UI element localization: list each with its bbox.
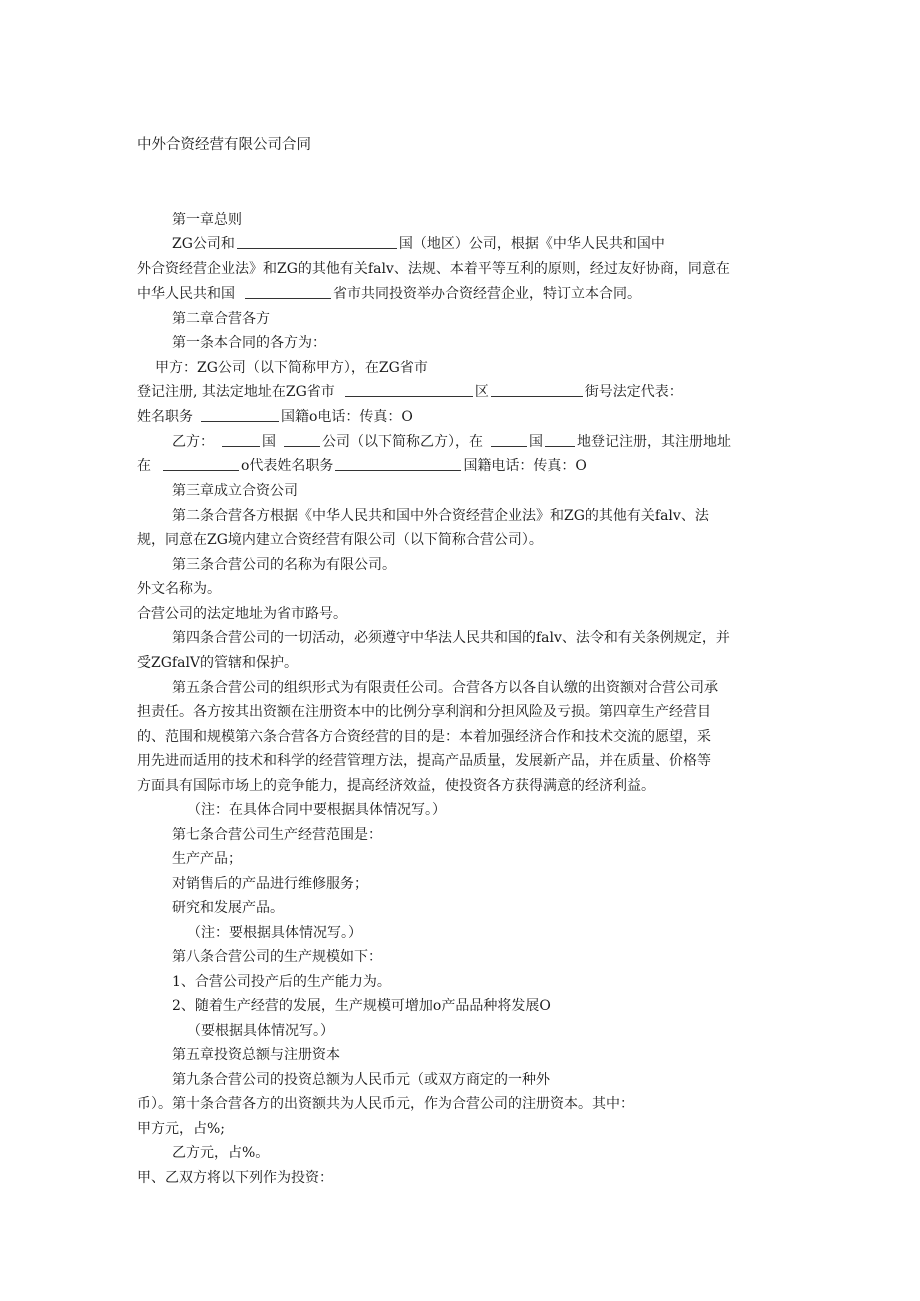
text-segment: 地登记注册，其注册地址 bbox=[577, 434, 731, 450]
paragraph-line bbox=[137, 282, 641, 306]
party-b-line bbox=[137, 454, 587, 478]
text-segment: 街号法定代表： bbox=[584, 384, 683, 400]
text-segment: 登记注册, 其法定地址在ZG省市 bbox=[137, 384, 335, 400]
chapter-5-heading: 第五章投资总额与注册资本 bbox=[172, 1047, 340, 1063]
chapter-1-heading: 第一章总则 bbox=[172, 212, 242, 228]
article-6: 的、范围和规模第六条合营各方合资经营的目的是：本着加强经济合作和技术交流的愿望，采 bbox=[137, 729, 711, 745]
text-segment: 国籍o电话：传真：O bbox=[281, 409, 413, 425]
fill-blank bbox=[491, 432, 527, 447]
text-segment: 国（地区）公司，根据《中华人民共和国中 bbox=[398, 236, 665, 252]
fill-blank bbox=[245, 284, 331, 299]
article-1: 第一条本合同的各方为： bbox=[172, 335, 326, 351]
party-a-line bbox=[137, 380, 683, 404]
party-a-line: 甲方：ZG公司（以下简称甲方），在ZG省市 bbox=[155, 360, 428, 376]
article-3: 第三条合营公司的名称为有限公司。 bbox=[172, 557, 396, 573]
article-6: 方面具有国际市场上的竞争能力，提高经济效益，使投资各方获得满意的经济利益。 bbox=[137, 778, 655, 794]
text-segment: 省市共同投资举办合资经营企业，特订立本合同。 bbox=[333, 286, 641, 302]
scale-item: 2、随着生产经营的发展，生产规模可增加o产品品种将发展O bbox=[172, 998, 551, 1014]
scope-item: 对销售后的产品进行维修服务； bbox=[172, 876, 368, 892]
scope-item: 研究和发展产品。 bbox=[172, 900, 284, 916]
article-8: 第八条合营公司的生产规模如下： bbox=[172, 949, 382, 965]
text-segment: o代表姓名职务 bbox=[241, 458, 334, 474]
paragraph-line: 外合资经营企业法》和ZG的其他有关falv、法规、本着平等互利的原则，经过友好协商，同意在 bbox=[137, 261, 730, 277]
article-4: 第四条合营公司的一切活动，必须遵守中华法人民共和国的falv、法令和有关条例规定，并 bbox=[172, 630, 730, 646]
fill-blank bbox=[222, 432, 260, 447]
fill-blank bbox=[545, 432, 575, 447]
party-b-line bbox=[172, 430, 731, 454]
text-segment: 区 bbox=[474, 384, 489, 400]
scale-item: 1、合营公司投产后的生产能力为。 bbox=[172, 974, 391, 990]
article-4: 受ZGfalV的管辖和保护。 bbox=[137, 655, 299, 671]
chapter-2-heading: 第二章合营各方 bbox=[172, 311, 270, 327]
note: （注：要根据具体情况写。） bbox=[187, 925, 362, 941]
text-segment: 公司（以下简称乙方），在 bbox=[322, 434, 483, 450]
text-segment: 在 bbox=[137, 458, 151, 474]
article-6: 用先进而适用的技术和科学的经营管理方法，提高产品质量，发展新产品，并在质量、价格等 bbox=[137, 753, 711, 769]
chapter-3-heading: 第三章成立合资公司 bbox=[172, 483, 298, 499]
fill-blank bbox=[163, 456, 239, 471]
investment-line: 甲、乙双方将以下列作为投资： bbox=[137, 1170, 333, 1186]
foreign-name-line: 外文名称为。 bbox=[137, 581, 221, 597]
document-title: 中外合资经营有限公司合同 bbox=[137, 137, 311, 153]
fill-blank bbox=[491, 382, 583, 397]
note: （要根据具体情况写。） bbox=[187, 1023, 334, 1039]
scope-item: 生产产品； bbox=[172, 851, 242, 867]
note: （注：在具体合同中要根据具体情况写。） bbox=[187, 802, 446, 818]
article-2: 第二条合营各方根据《中华人民共和国中外合资经营企业法》和ZG的其他有关falv、法 bbox=[172, 508, 709, 524]
paragraph-line bbox=[172, 232, 665, 256]
article-5: 第五条合营公司的组织形式为有限责任公司。合营各方以各自认缴的出资额对合营公司承 bbox=[172, 680, 718, 696]
article-2: 规，同意在ZG境内建立合资经营有限公司（以下简称合营公司）。 bbox=[137, 532, 543, 548]
article-10: 币）。第十条合营各方的出资额共为人民币元，作为合营公司的注册资本。其中： bbox=[137, 1096, 634, 1112]
fill-blank bbox=[345, 382, 473, 397]
party-b-share: 乙方元，占%。 bbox=[172, 1145, 270, 1161]
text-segment: 国 bbox=[529, 434, 543, 450]
text-segment: 中华人民共和国 bbox=[137, 286, 235, 302]
article-7: 第七条合营公司生产经营范围是： bbox=[172, 827, 382, 843]
party-a-share: 甲方元，占%; bbox=[137, 1121, 226, 1137]
fill-blank bbox=[237, 234, 397, 249]
article-9: 第九条合营公司的投资总额为人民币元（或双方商定的一种外 bbox=[172, 1072, 550, 1088]
text-segment: 姓名职务 bbox=[137, 409, 193, 425]
fill-blank bbox=[201, 407, 279, 422]
text-segment: ZG公司和 bbox=[172, 236, 235, 252]
article-5: 担责任。各方按其出资额在注册资本中的比例分享利润和分担风险及亏损。第四章生产经营目 bbox=[137, 704, 711, 720]
legal-address-line: 合营公司的法定地址为省市路号。 bbox=[137, 606, 347, 622]
text-segment: 乙方： bbox=[172, 434, 214, 450]
text-segment: 国籍电话：传真：O bbox=[463, 458, 587, 474]
text-segment: 国 bbox=[262, 434, 276, 450]
fill-blank bbox=[284, 432, 320, 447]
party-a-line bbox=[137, 405, 413, 429]
fill-blank bbox=[335, 456, 461, 471]
